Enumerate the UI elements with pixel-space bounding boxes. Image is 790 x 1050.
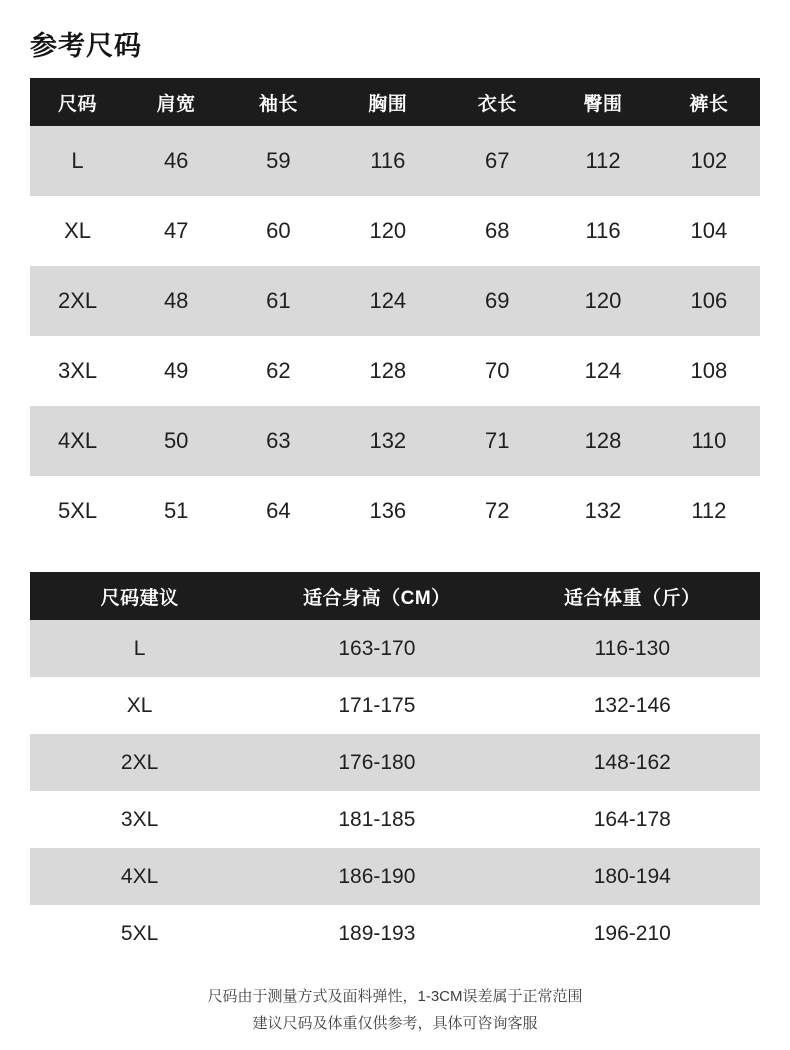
cell-hip: 116 bbox=[548, 196, 657, 266]
cell-shoulder: 49 bbox=[125, 336, 227, 406]
cell-pants-length: 106 bbox=[658, 266, 760, 336]
page-title: 参考尺码 bbox=[30, 31, 142, 61]
cell-size: L bbox=[30, 126, 125, 196]
table-header-row bbox=[30, 572, 760, 620]
cell-weight: 148-162 bbox=[505, 734, 760, 791]
table-divider bbox=[30, 546, 760, 572]
cell-bust: 128 bbox=[330, 336, 447, 406]
column-header-height: 适合身高（CM） bbox=[249, 572, 504, 620]
table-row bbox=[30, 196, 760, 266]
column-header-hip: 臀围 bbox=[548, 78, 657, 126]
cell-bust: 116 bbox=[330, 126, 447, 196]
cell-size: 4XL bbox=[30, 406, 125, 476]
cell-pants-length: 112 bbox=[658, 476, 760, 546]
cell-weight: 164-178 bbox=[505, 791, 760, 848]
cell-bust: 132 bbox=[330, 406, 447, 476]
cell-size: L bbox=[30, 620, 249, 677]
cell-size: XL bbox=[30, 677, 249, 734]
cell-shoulder: 47 bbox=[125, 196, 227, 266]
cell-weight: 132-146 bbox=[505, 677, 760, 734]
column-header-pants-length: 裤长 bbox=[658, 78, 760, 126]
cell-height: 171-175 bbox=[249, 677, 504, 734]
cell-pants-length: 104 bbox=[658, 196, 760, 266]
cell-sleeve: 59 bbox=[227, 126, 329, 196]
cell-pants-length: 108 bbox=[658, 336, 760, 406]
table-header-row bbox=[30, 78, 760, 126]
column-header-size-advice: 尺码建议 bbox=[30, 572, 249, 620]
cell-hip: 124 bbox=[548, 336, 657, 406]
column-header-weight: 适合体重（斤） bbox=[505, 572, 760, 620]
table-row bbox=[30, 734, 760, 791]
column-header-sleeve: 袖长 bbox=[227, 78, 329, 126]
size-recommendation-table bbox=[30, 572, 760, 962]
cell-pants-length: 110 bbox=[658, 406, 760, 476]
cell-size: 4XL bbox=[30, 848, 249, 905]
cell-length: 68 bbox=[446, 196, 548, 266]
cell-shoulder: 50 bbox=[125, 406, 227, 476]
footnote-reference: 建议尺码及体重仅供参考，具体可咨询客服 bbox=[252, 1014, 538, 1032]
cell-height: 163-170 bbox=[249, 620, 504, 677]
table-row bbox=[30, 620, 760, 677]
column-header-shoulder: 肩宽 bbox=[125, 78, 227, 126]
cell-pants-length: 102 bbox=[658, 126, 760, 196]
table-row bbox=[30, 905, 760, 962]
cell-height: 181-185 bbox=[249, 791, 504, 848]
size-measurement-table bbox=[30, 78, 760, 546]
cell-size: 5XL bbox=[30, 905, 249, 962]
cell-length: 71 bbox=[446, 406, 548, 476]
cell-size: 2XL bbox=[30, 734, 249, 791]
cell-hip: 112 bbox=[548, 126, 657, 196]
cell-height: 186-190 bbox=[249, 848, 504, 905]
cell-hip: 128 bbox=[548, 406, 657, 476]
cell-sleeve: 62 bbox=[227, 336, 329, 406]
table-row bbox=[30, 406, 760, 476]
cell-height: 176-180 bbox=[249, 734, 504, 791]
column-header-length: 衣长 bbox=[446, 78, 548, 126]
table-row bbox=[30, 791, 760, 848]
cell-shoulder: 46 bbox=[125, 126, 227, 196]
cell-sleeve: 61 bbox=[227, 266, 329, 336]
table-row bbox=[30, 266, 760, 336]
cell-shoulder: 48 bbox=[125, 266, 227, 336]
column-header-size: 尺码 bbox=[30, 78, 125, 126]
table-row bbox=[30, 677, 760, 734]
cell-weight: 180-194 bbox=[505, 848, 760, 905]
table-row bbox=[30, 336, 760, 406]
column-header-bust: 胸围 bbox=[330, 78, 447, 126]
table-row bbox=[30, 476, 760, 546]
cell-length: 67 bbox=[446, 126, 548, 196]
cell-hip: 120 bbox=[548, 266, 657, 336]
table-row bbox=[30, 848, 760, 905]
cell-weight: 116-130 bbox=[505, 620, 760, 677]
table-row bbox=[30, 126, 760, 196]
cell-length: 72 bbox=[446, 476, 548, 546]
cell-sleeve: 63 bbox=[227, 406, 329, 476]
cell-weight: 196-210 bbox=[505, 905, 760, 962]
cell-hip: 132 bbox=[548, 476, 657, 546]
cell-size: 3XL bbox=[30, 791, 249, 848]
footnote-measurement: 尺码由于测量方式及面料弹性，1-3CM误差属于正常范围 bbox=[207, 988, 583, 1006]
cell-size: XL bbox=[30, 196, 125, 266]
cell-shoulder: 51 bbox=[125, 476, 227, 546]
cell-height: 189-193 bbox=[249, 905, 504, 962]
cell-length: 69 bbox=[446, 266, 548, 336]
cell-bust: 120 bbox=[330, 196, 447, 266]
cell-size: 3XL bbox=[30, 336, 125, 406]
footnotes bbox=[30, 962, 760, 1037]
cell-sleeve: 60 bbox=[227, 196, 329, 266]
cell-length: 70 bbox=[446, 336, 548, 406]
cell-bust: 124 bbox=[330, 266, 447, 336]
cell-sleeve: 64 bbox=[227, 476, 329, 546]
cell-bust: 136 bbox=[330, 476, 447, 546]
cell-size: 2XL bbox=[30, 266, 125, 336]
cell-size: 5XL bbox=[30, 476, 125, 546]
